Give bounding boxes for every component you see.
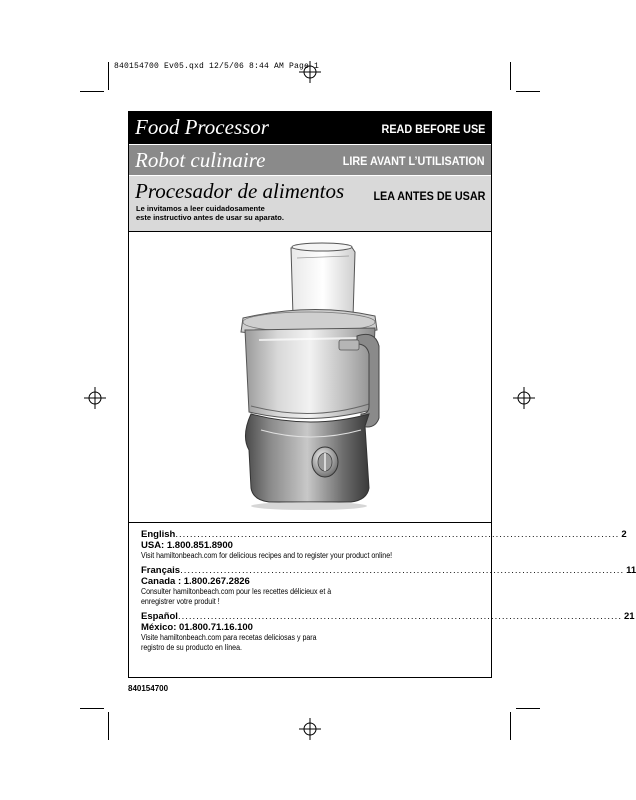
- toc-leader-dots: ..........................................................................................................................: [177, 611, 622, 622]
- spanish-invite-line-2: este instructivo antes de usar su aparato.: [136, 213, 284, 222]
- toc-phone: USA: 1.800.851.8900: [141, 540, 233, 551]
- crop-mark-icon: [516, 91, 540, 92]
- toc-leader-dots: ..........................................................................................................................: [180, 565, 625, 576]
- toc-note-line: Visite hamiltonbeach.com para recetas deliciosas y para: [141, 633, 317, 642]
- toc-entry-french: [141, 565, 636, 607]
- food-processor-illustration: [129, 230, 493, 520]
- registration-mark-icon: [513, 387, 535, 409]
- registration-mark-icon: [299, 61, 321, 83]
- table-of-contents: [129, 522, 636, 677]
- subtitle-spanish: LEA ANTES DE USAR: [372, 189, 485, 203]
- subtitle-french: LIRE AVANT L’UTILISATION: [343, 154, 485, 168]
- title-band-french: [129, 144, 491, 176]
- toc-language: English: [141, 529, 176, 540]
- crop-mark-icon: [80, 708, 104, 709]
- crop-mark-icon: [108, 712, 109, 740]
- toc-language: Français: [141, 565, 181, 576]
- crop-mark-icon: [510, 712, 511, 740]
- toc-note-line: Consulter hamiltonbeach.com pour les recettes délicieux et à: [141, 587, 332, 596]
- crop-mark-icon: [80, 91, 104, 92]
- toc-entry-english: [141, 529, 627, 561]
- toc-phone: México: 01.800.71.16.100: [141, 622, 253, 633]
- crop-mark-icon: [108, 62, 109, 90]
- toc-page-number: 11: [626, 565, 636, 576]
- title-spanish: Procesador de alimentos: [135, 179, 345, 203]
- title-band-spanish: [129, 175, 491, 232]
- toc-phone: Canada : 1.800.267.2826: [141, 576, 250, 587]
- toc-note-line: registro de su producto en línea.: [141, 643, 242, 652]
- crop-mark-icon: [516, 708, 540, 709]
- print-slug: 840154700 Ev05.qxd 12/5/06 8:44 AM Page 1: [114, 62, 320, 71]
- title-band-english: [129, 112, 491, 144]
- manual-cover: [128, 111, 636, 678]
- document-number: 840154700: [128, 684, 169, 693]
- crop-mark-icon: [510, 62, 511, 90]
- title-french: Robot culinaire: [135, 148, 266, 172]
- toc-entry-spanish: [141, 611, 635, 653]
- registration-mark-icon: [299, 718, 321, 740]
- toc-leader-dots: ..........................................................................................................................: [175, 529, 620, 540]
- spanish-invite-line-1: Le invitamos a leer cuidadosamente: [136, 204, 265, 213]
- title-english: Food Processor: [135, 115, 269, 139]
- toc-page-number: 2: [621, 529, 627, 540]
- registration-mark-icon: [84, 387, 106, 409]
- toc-note-line: Visit hamiltonbeach.com for delicious recipes and to register your product online!: [141, 551, 393, 560]
- toc-note-line: enregistrer votre produit !: [141, 597, 220, 606]
- toc-page-number: 21: [623, 611, 635, 622]
- toc-language: Español: [141, 611, 178, 622]
- subtitle-english: READ BEFORE USE: [381, 122, 485, 136]
